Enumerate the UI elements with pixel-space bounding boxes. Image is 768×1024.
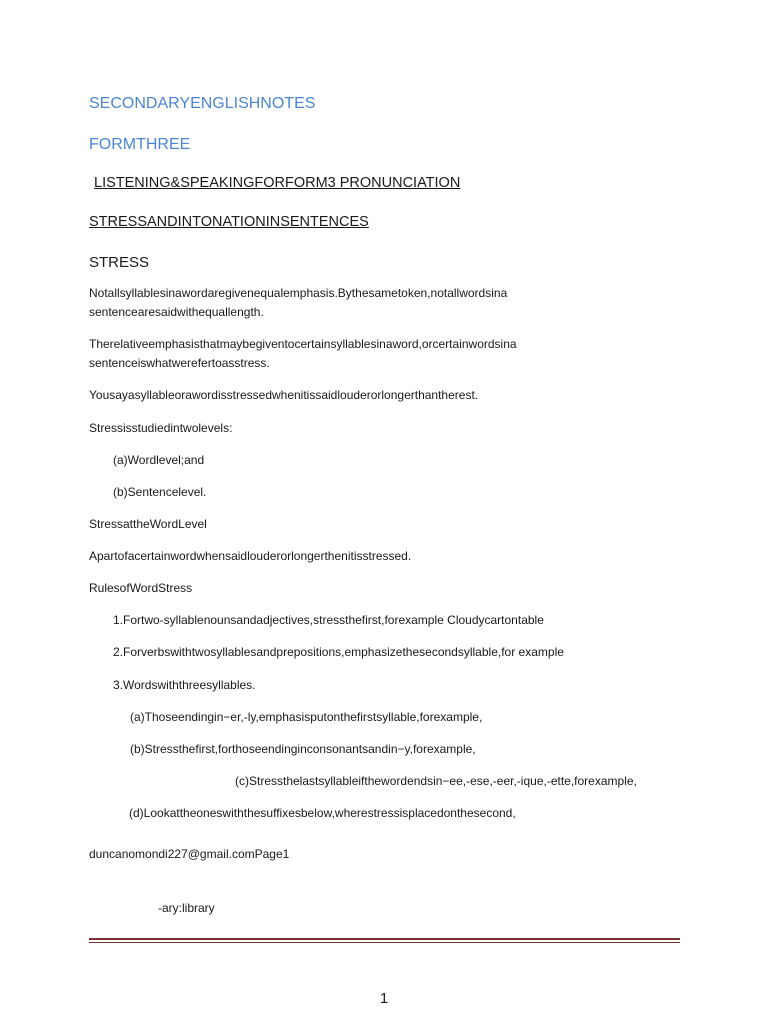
rule-3c: (c)Stressthelastsyllableifthewordendsin−ee,-ese,-eer,-ique,-ette,forexample, <box>235 774 637 788</box>
paragraph-stressed-definition: Yousayasyllableorawordisstressedwhenitissaidlouderorlongerthantherest. <box>89 388 479 402</box>
listening-heading: LISTENING&SPEAKINGFORFORM3 PRONUNCIATION <box>94 175 461 191</box>
paragraph-line: sentencearesaidwithequallength. <box>89 305 264 319</box>
rule-3b: (b)Stressthefirst,forthoseendinginconsonantsandin−y,forexample, <box>130 742 476 756</box>
rules-heading: RulesofWordStress <box>89 581 193 595</box>
paragraph-line: Therelativeemphasisthatmaybegiventocertainsyllablesinaword,orcertainwordsina <box>89 337 517 351</box>
suffix-example: -ary:library <box>158 901 215 915</box>
word-level-heading: StressattheWordLevel <box>89 517 207 531</box>
page-number: 1 <box>379 990 389 1007</box>
paragraph-two-levels: Stressisstudiedintwolevels: <box>89 421 233 435</box>
paragraph-equal-emphasis <box>89 284 689 322</box>
form-title: FORMTHREE <box>89 136 191 153</box>
footer-divider-thick <box>89 938 680 940</box>
paragraph-relative-emphasis <box>89 335 689 373</box>
document-title: SECONDARYENGLISHNOTES <box>89 95 316 112</box>
stress-heading: STRESS <box>89 254 150 271</box>
rule-3: 3.Wordswiththreesyllables. <box>113 678 256 692</box>
paragraph-line: Notallsyllablesinawordaregivenequalemphasis.Bythesametoken,notallwordsina <box>89 286 508 300</box>
rule-3d: (d)Lookattheoneswiththesuffixesbelow,wherestressisplacedonthesecond, <box>129 806 516 820</box>
rule-2: 2.Forverbswithtwosyllablesandprepositions,emphasizethesecondsyllable,for example <box>113 645 564 659</box>
rule-1: 1.Fortwo-syllablenounsandadjectives,stressthefirst,forexample Cloudycartontable <box>113 613 544 627</box>
paragraph-line: sentenceiswhatwerefertoasstress. <box>89 356 270 370</box>
footer-email-page: duncanomondi227@gmail.comPage1 <box>89 847 290 861</box>
level-word-item: (a)Wordlevel;and <box>113 453 205 467</box>
rule-3a: (a)Thoseendingin−er,-ly,emphasisputonthefirstsyllable,forexample, <box>130 710 483 724</box>
word-level-definition: Apartofacertainwordwhensaidlouderorlongerthenitisstressed. <box>89 549 412 563</box>
stress-intonation-heading: STRESSANDINTONATIONINSENTENCES <box>89 214 369 230</box>
level-sentence-item: (b)Sentencelevel. <box>113 485 207 499</box>
footer-divider-thin <box>89 942 680 943</box>
